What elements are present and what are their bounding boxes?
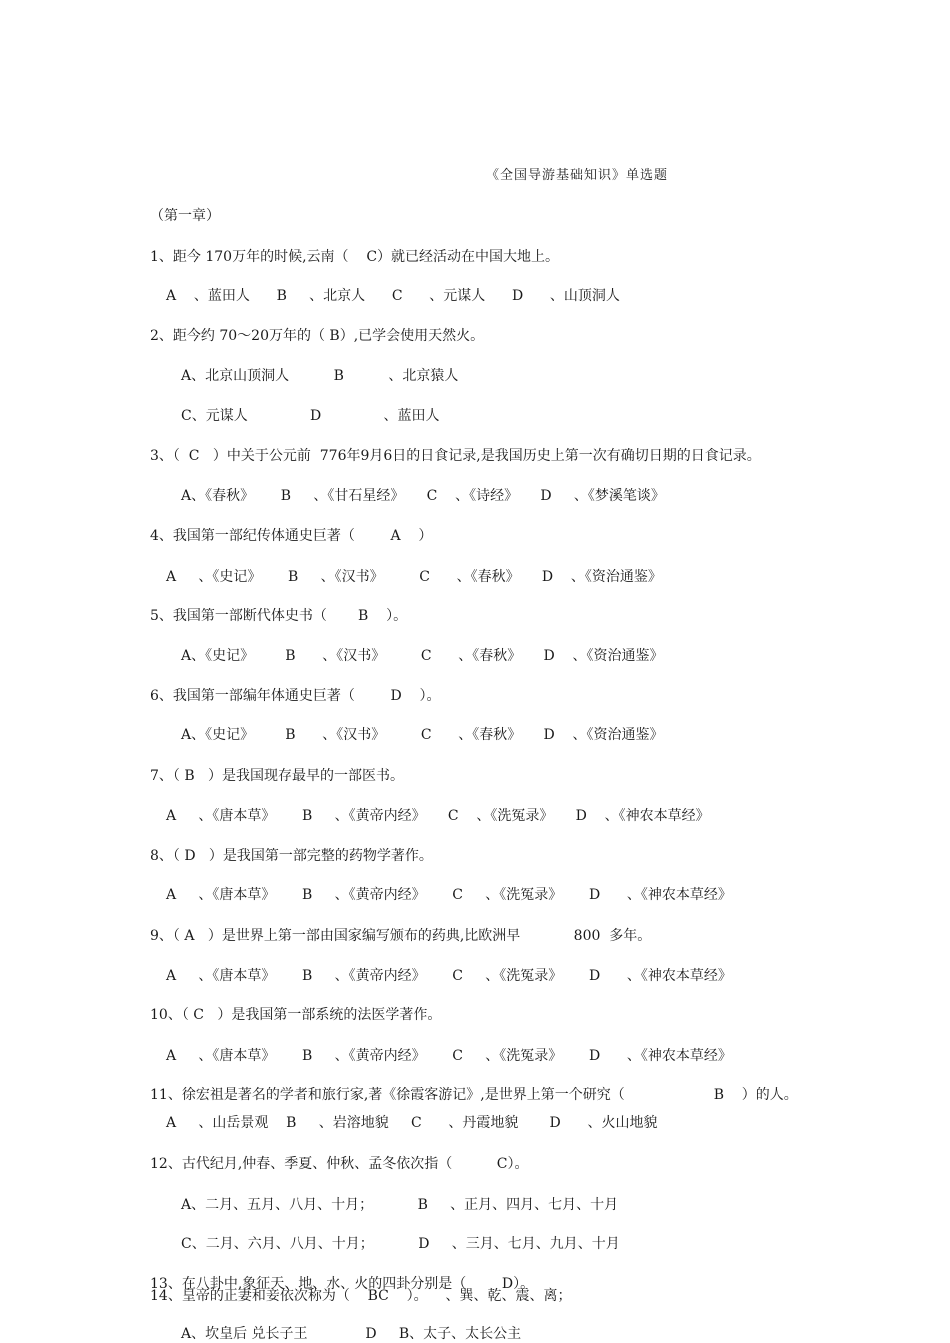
question-13: 13、在八卦中,象征天、地、水、火的四卦分别是（ D）。: [150, 1276, 535, 1292]
question-1: 1、距今 170万年的时候,云南（ C）就已经活动在中国大地上。: [150, 249, 560, 265]
question-2-options-ab: A、北京山顶洞人 B 、北京猿人: [181, 368, 459, 384]
question-12-options-ab: A、二月、五月、八月、十月； B 、正月、四月、七月、十月: [181, 1197, 619, 1213]
question-3-options: A、《春秋》 B 、《甘石星经》 C 、《诗经》 D 、《梦溪笔谈》: [181, 488, 665, 504]
question-11-options: A 、山岳景观 B 、岩溶地貌 C 、丹霞地貌 D 、火山地貌: [166, 1115, 658, 1131]
question-1-options: A 、蓝田人 B 、北京人 C 、元谋人 D 、山顶洞人: [166, 288, 620, 304]
question-10-options: A 、《唐本草》 B 、《黄帝内经》 C 、《洗冤录》 D 、《神农本草经》: [166, 1048, 732, 1064]
chapter-heading: （第一章）: [150, 208, 220, 224]
question-4-options: A 、《史记》 B 、《汉书》 C 、《春秋》 D 、《资治通鉴》: [166, 569, 662, 585]
question-3: 3、（ C ）中关于公元前 776年9月6日的日食记录,是我国历史上第一次有确切日期的日食记录。: [150, 448, 761, 464]
question-12: 12、古代纪月,仲春、季夏、仲秋、孟冬依次指（ C）。: [150, 1156, 529, 1172]
question-14-options: A、坎皇后 兑长子王 D B、太子、太长公主: [181, 1326, 522, 1342]
question-8: 8、（ D ）是我国第一部完整的药物学著作。: [150, 848, 433, 864]
question-11: 11、徐宏祖是著名的学者和旅行家,著《徐霞客游记》,是世界上第一个研究（ B ）的人。: [150, 1087, 798, 1103]
question-2-options-cd: C、元谋人 D 、蓝田人: [181, 408, 440, 424]
document-title: 《全国导游基础知识》单选题: [486, 168, 669, 183]
question-7-options: A 、《唐本草》 B 、《黄帝内经》 C 、《洗冤录》 D 、《神农本草经》: [166, 808, 710, 824]
question-9-options: A 、《唐本草》 B 、《黄帝内经》 C 、《洗冤录》 D 、《神农本草经》: [166, 968, 732, 984]
question-5: 5、我国第一部断代体史书（ B ）。: [150, 608, 408, 624]
question-6: 6、我国第一部编年体通史巨著（ D ）。: [150, 688, 441, 704]
question-12-options-cd: C、二月、六月、八月、十月； D 、三月、七月、九月、十月: [181, 1236, 620, 1252]
question-2: 2、距今约 70～20万年的（ B）,已学会使用天然火。: [150, 328, 485, 344]
question-7: 7、（ B ）是我国现存最早的一部医书。: [150, 768, 404, 784]
question-9: 9、（ A ）是世界上第一部由国家编写颁布的药典,比欧洲早 800 多年。: [150, 928, 652, 944]
question-8-options: A 、《唐本草》 B 、《黄帝内经》 C 、《洗冤录》 D 、《神农本草经》: [166, 887, 732, 903]
question-10: 10、（ C ）是我国第一部系统的法医学著作。: [150, 1007, 442, 1023]
question-5-options: A、《史记》 B 、《汉书》 C 、《春秋》 D 、《资治通鉴》: [181, 648, 664, 664]
question-6-options: A、《史记》 B 、《汉书》 C 、《春秋》 D 、《资治通鉴》: [181, 727, 664, 743]
question-14: 14、皇帝的正妻和妾依次称为（ BC ）。 、巽、乾、震、离；: [150, 1288, 572, 1304]
question-4: 4、我国第一部纪传体通史巨著（ A ）: [150, 528, 433, 544]
